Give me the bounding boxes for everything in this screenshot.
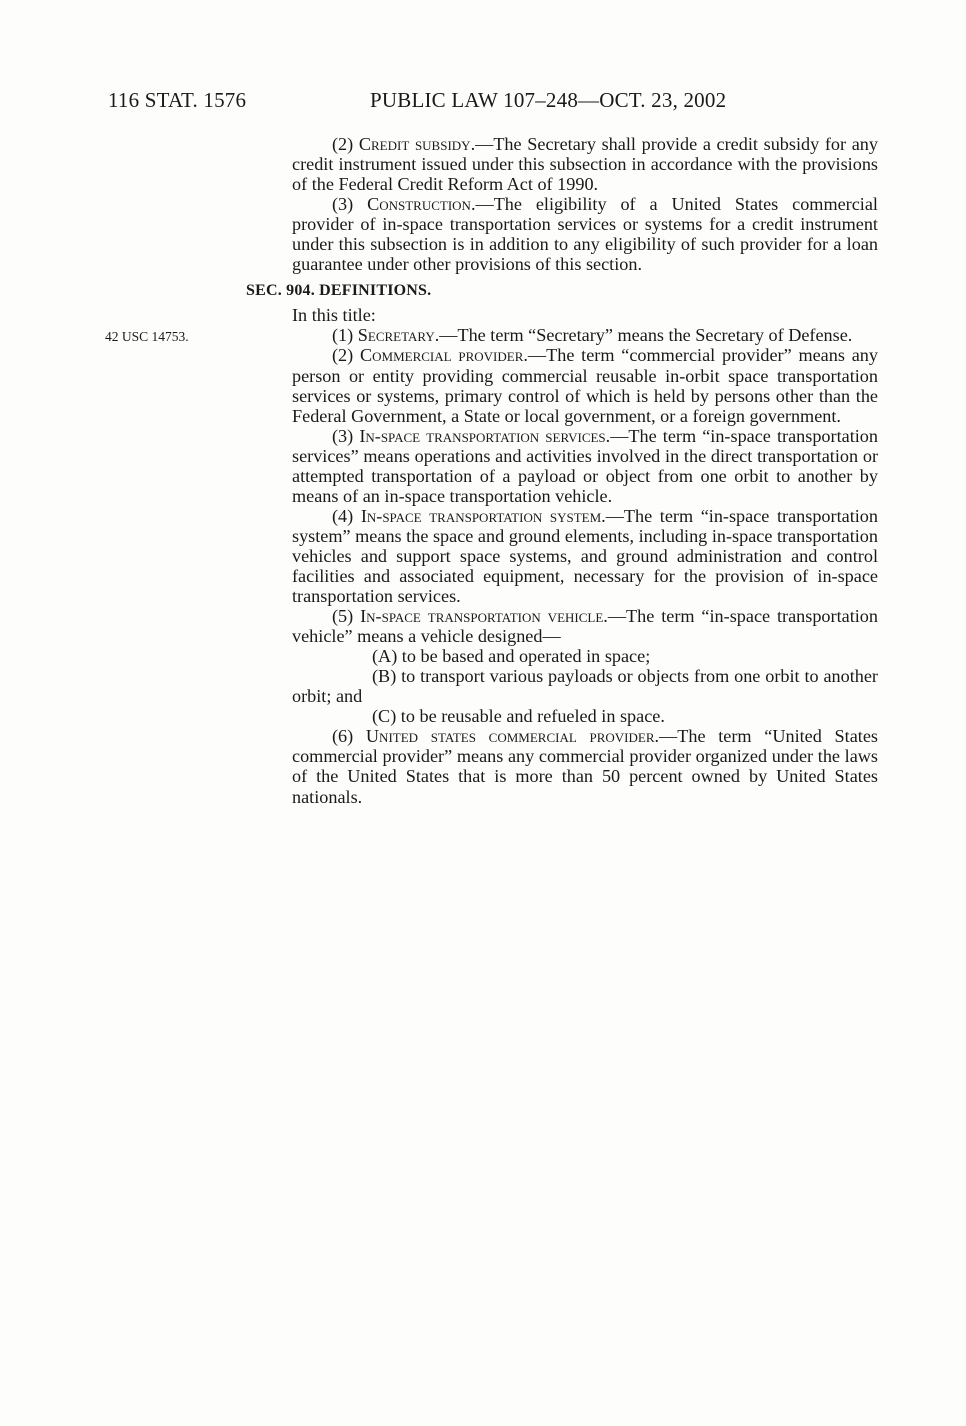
def-text: —The term “in-space transportation services” means operations and activities involved in the direct transportation or attempted transportation of a payload or object from one orbit to another by means of an in-space transportation vehicle. (292, 425, 878, 506)
def-heading: Secretary. (357, 325, 440, 346)
para-heading: Credit subsidy. (358, 134, 476, 154)
def-text: —The term “in-space transportation system” means the space and ground elements, including in-space transportation vehicles and support space systems, and ground administration and control facilities and associated equipment, necessary for the provision of in-space transportation services. (292, 505, 878, 607)
paragraph-construction (292, 194, 878, 274)
document-body (246, 134, 878, 807)
definition-in-space-services (292, 426, 878, 506)
definition-in-space-vehicle (292, 606, 878, 646)
definition-us-commercial-provider (292, 726, 878, 806)
def-heading: Commercial provider. (360, 345, 528, 366)
def-number: (3) (332, 425, 360, 446)
section-intro: In this title: (292, 305, 376, 326)
def-number: (6) (332, 726, 366, 747)
def-number: (5) (332, 606, 361, 627)
subparagraph-b: (B) to transport various payloads or objects from one orbit to another orbit; and (292, 666, 878, 707)
def-number: (1) (332, 325, 358, 346)
para-text: —The eligibility of a United States commercial provider of in-space transportation services or systems for a credit instrument under this subsection is in addition to any eligibility of such provider for a loan guarantee under other provisions of this section. (292, 194, 878, 275)
paragraph-credit-subsidy (292, 134, 878, 194)
statute-page-number: 116 STAT. 1576 (108, 88, 247, 112)
def-heading: In-space transportation vehicle. (360, 606, 608, 627)
def-text: —The term “commercial provider” means any person or entity providing commercial reusable in-orbit space transportation services or systems, primary control of which is held by persons other than the Federal Government, a State or local government, or a foreign government. (292, 345, 878, 426)
margin-note-usc: 42 USC 14753. (105, 329, 189, 344)
subparagraph-c: (C) to be reusable and refueled in space. (372, 706, 665, 727)
definition-secretary (292, 325, 878, 345)
def-heading: In-space transportation system. (360, 505, 606, 526)
def-heading: In-space transportation services. (359, 425, 611, 446)
para-number: (2) (332, 134, 359, 154)
def-heading: United states commercial provider. (365, 726, 660, 747)
definition-commercial-provider (292, 345, 878, 425)
para-text: —The Secretary shall provide a credit subsidy for any credit instrument issued under this subsection in accordance with the provisions of the Federal Credit Reform Act of 1990. (292, 134, 878, 195)
section-heading: SEC. 904. DEFINITIONS. (246, 282, 432, 300)
definition-in-space-system (292, 506, 878, 606)
def-text: —The term “Secretary” means the Secretary of Defense. (439, 325, 853, 346)
def-text: —The term “United States commercial provider” means any commercial provider organized under the laws of the United States that is more than 50 percent owned by United States nationals. (292, 726, 878, 807)
public-law-citation: PUBLIC LAW 107–248—OCT. 23, 2002 (370, 88, 727, 112)
def-number: (2) (332, 345, 360, 366)
def-number: (4) (332, 505, 361, 526)
para-heading: Construction. (367, 194, 476, 215)
subparagraph-a: (A) to be based and operated in space; (372, 646, 651, 667)
def-text: —The term “in-space transportation vehicle” means a vehicle designed— (292, 606, 878, 647)
para-number: (3) (332, 194, 368, 215)
